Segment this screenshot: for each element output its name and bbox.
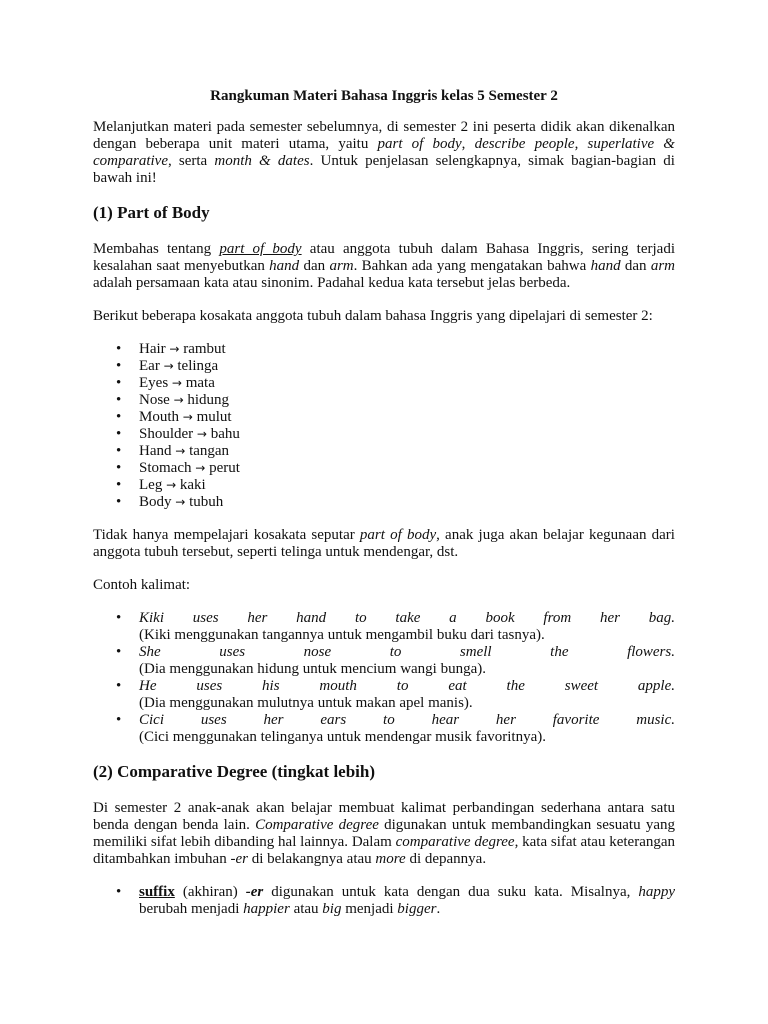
list-item: • Hair → rambut: [116, 341, 226, 357]
comparative-paragraph: Di semester 2 anak-anak akan belajar membuat kalimat perbandingan sederhana antara satu benda dengan benda lain. Comparative degree digunakan untuk membandingkan sesuatu yang memiliki sifat lebih dibanding hal lainnya. Dalam comparative degree, kata sifat atau keterangan ditambahkan imbuhan -er di belakangnya atau more di depannya.: [93, 800, 676, 867]
bullet-icon: •: [116, 358, 122, 374]
arrow-right-icon: →: [182, 410, 193, 424]
arrow-right-icon: →: [166, 478, 177, 492]
list-item: [93, 644, 675, 678]
bullet-icon: •: [116, 375, 122, 391]
bullet-icon: •: [116, 392, 122, 408]
example-sentence: Cici uses her ears to hear her favorite music.: [139, 712, 675, 728]
list-item: • Leg → kaki: [116, 477, 206, 493]
example-sentence: She uses nose to smell the flowers.: [139, 644, 675, 660]
example-sentence: Kiki uses her hand to take a book from her bag.: [139, 610, 675, 626]
list-item: • Mouth → mulut: [116, 409, 232, 425]
list-item: • Ear → telinga: [116, 358, 219, 374]
bullet-icon: •: [116, 712, 122, 728]
suffix-list: [93, 884, 675, 918]
part-of-body-paragraph: Membahas tentang part of body atau anggota tubuh dalam Bahasa Inggris, sering terjadi kesalahan saat menyebutkan hand dan arm. Bahkan ada yang mengatakan bahwa hand dan arm adalah persamaan kata atau sinonim. Padahal kedua kata tersebut jelas berbeda.: [93, 241, 675, 291]
example-translation: (Dia menggunakan hidung untuk mencium wangi bunga).: [139, 661, 487, 677]
arrow-right-icon: →: [196, 427, 207, 441]
bullet-icon: •: [116, 409, 122, 425]
bullet-icon: •: [116, 644, 122, 660]
bullet-icon: •: [116, 443, 122, 459]
example-translation: (Kiki menggunakan tangannya untuk mengambil buku dari tasnya).: [139, 627, 545, 643]
arrow-right-icon: →: [171, 376, 182, 390]
bullet-icon: •: [116, 494, 122, 510]
list-item: • Shoulder → bahu: [116, 426, 240, 442]
vocab-list: [93, 341, 675, 511]
vocab-intro-paragraph: Berikut beberapa kosakata anggota tubuh dalam bahasa Inggris yang dipelajari di semester 2:: [93, 308, 653, 324]
arrow-right-icon: →: [175, 495, 186, 509]
example-translation: (Dia menggunakan mulutnya untuk makan apel manis).: [139, 695, 473, 711]
page-title: Rangkuman Materi Bahasa Inggris kelas 5 Semester 2: [210, 88, 558, 104]
example-list: [93, 610, 675, 746]
bullet-icon: •: [116, 610, 122, 626]
list-item: [93, 678, 675, 712]
example-label: Contoh kalimat:: [93, 577, 191, 593]
bullet-icon: •: [116, 426, 122, 442]
usage-paragraph: Tidak hanya mempelajari kosakata seputar part of body, anak juga akan belajar kegunaan dari anggota tubuh tersebut, seperti telinga untuk mendengar, dst.: [93, 527, 675, 560]
list-item: • Eyes → mata: [116, 375, 215, 391]
example-sentence: He uses his mouth to eat the sweet apple.: [139, 678, 675, 694]
bullet-icon: •: [116, 477, 122, 493]
list-item: [93, 610, 675, 644]
example-translation: (Cici menggunakan telinganya untuk mendengar musik favoritnya).: [139, 729, 546, 745]
arrow-right-icon: →: [175, 444, 186, 458]
arrow-right-icon: →: [195, 461, 206, 475]
list-item: • Nose → hidung: [116, 392, 230, 408]
bullet-icon: •: [116, 341, 122, 357]
list-item: • Hand → tangan: [116, 443, 230, 459]
bullet-icon: •: [116, 678, 122, 694]
section-heading-part-of-body: (1) Part of Body: [93, 203, 210, 222]
arrow-right-icon: →: [163, 359, 174, 373]
bullet-icon: •: [116, 884, 122, 900]
intro-paragraph: Melanjutkan materi pada semester sebelumnya, di semester 2 ini peserta didik akan dikenalkan dengan beberapa unit materi utama, yaitu part of body, describe people, superlative & comparative, serta month & dates. Untuk penjelasan selengkapnya, simak bagian-bagian di bawah ini!: [93, 119, 675, 186]
arrow-right-icon: →: [173, 393, 184, 407]
section-heading-comparative: (2) Comparative Degree (tingkat lebih): [93, 762, 376, 781]
list-item: • suffix (akhiran) -er digunakan untuk kata dengan dua suku kata. Misalnya, happy berubah menjadi happier atau big menjadi bigger.: [116, 884, 676, 917]
list-item: • Body → tubuh: [116, 494, 224, 510]
bullet-icon: •: [116, 460, 122, 476]
arrow-right-icon: →: [169, 342, 180, 356]
list-item: [93, 712, 675, 746]
list-item: • Stomach → perut: [116, 460, 240, 476]
document-page: [93, 88, 675, 934]
